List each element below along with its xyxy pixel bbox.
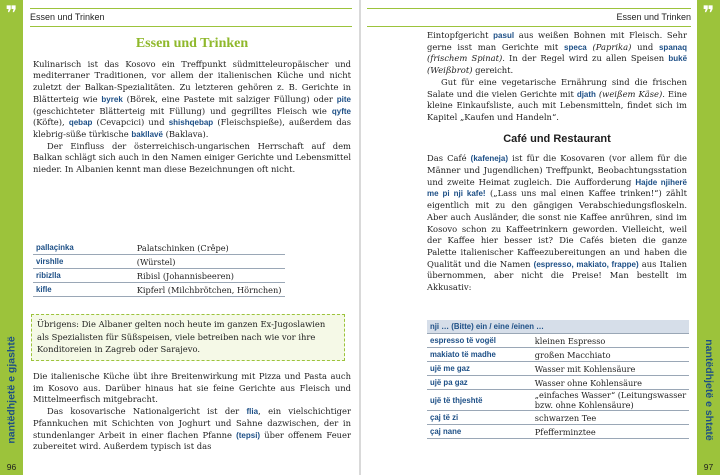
vocab-meaning: schwarzen Tee [532,411,689,425]
vocab-row [33,283,285,297]
left-bottom-column [33,371,351,453]
side-number-text: nantëdhjetë e shtatë [702,339,715,441]
quote-icon: ❞ [702,1,715,25]
keyword: spanaq [658,42,687,52]
page-number: 97 [703,462,714,472]
vocab-meaning: Palatschinken (Crêpe) [134,241,285,255]
keyword: speca [564,42,587,52]
vocab-meaning: großen Macchiato [532,348,689,362]
vocab-meaning: Wasser ohne Kohlensäure [532,376,689,390]
vocab-term: kifle [33,283,134,297]
section-title: Essen und Trinken [135,36,249,51]
keyword: pite [336,94,351,104]
vocab-body [33,241,285,297]
vocab-row [427,334,689,348]
translation: (Weißbrot) [427,65,473,76]
vocab-meaning: Kipferl (Milchbrötchen, Hörnchen) [134,283,285,297]
left-top-column [33,38,351,176]
right-page [361,0,720,475]
left-page [0,0,359,475]
keyword: (kafeneja) [470,154,509,164]
vocab-term: ujë të thjeshtë [427,390,532,411]
vocab-meaning: Pfefferminztee [532,425,689,439]
vocab-term: virshlle [33,255,134,269]
vocab-term: çaj nane [427,425,532,439]
vocab-row [427,348,689,362]
vocab-meaning: kleinen Espresso [532,334,689,348]
subsection-title: Café und Restaurant [503,132,611,145]
quote-icon: ❞ [5,1,18,25]
vocab-row [33,269,285,283]
vocab-term: ujë pa gaz [427,376,532,390]
right-top-column [427,30,687,294]
vocab-body [427,334,689,439]
keyword: bakllavë [131,129,163,139]
right-green-tab [697,0,720,475]
vocab-row [33,241,285,255]
keyword: djath [576,89,596,99]
tip-box [31,314,345,361]
translation: (frischem Spinat) [427,53,503,64]
vocab-meaning: Ribisl (Johannisbeeren) [134,269,285,283]
vocab-row [427,390,689,411]
running-header: Essen und Trinken [30,8,352,27]
keyword: (espresso, makiato, frappe) [533,259,639,269]
keyword: Hajde njiherë me pi nji kafe! [427,177,687,199]
translation: (weißem Käse) [598,88,663,99]
national-dish-paragraph: Das kosovarische Nationalgericht ist der flia, ein vielschichtiger Pfannkuchen mit Schichten von Joghurt und Sahne dazwischen, der in stundenlanger Arbeit in einer flachen Pfanne (tepsi) über offenem Feuer zubereitet wird. Außerdem typisch ist das [33,406,351,452]
vocab-row [33,255,285,269]
page-number: 96 [6,462,17,472]
vocab-term: çaj të zi [427,411,532,425]
keyword: flia [246,407,259,417]
vocab-table-cafe [427,320,689,439]
keyword: bukë [668,54,688,64]
keyword: byrek [101,94,123,104]
austro-hungarian-paragraph: Der Einfluss der österreichisch-ungarischen Herrschaft auf dem Balkan schlägt sich auch in den Namen einiger Gerichte und Lebensmittel nieder. In Albanien kennt man diese Bezeichnungen oft nicht. [33,140,351,175]
vocab-row [427,362,689,376]
keyword: pasul [493,31,515,40]
vocab-term: espresso të vogël [427,334,532,348]
vocab-meaning: „einfaches Wasser“ (Leitungswasser bzw. ohne Kohlensäure) [532,390,689,411]
vocab-row [427,376,689,390]
keyword: qebap [68,118,93,128]
keyword: (tepsi) [236,430,261,440]
vocab-header-row [427,320,689,334]
translation: (Paprika) [592,41,632,52]
intro-paragraph: Kulinarisch ist das Kosovo ein Treffpunkt südmitteleuropäischer und mediterraner Traditionen, vor allem der italienischen Küche und nicht zuletzt der Balkan-Spezialitäten. Zu letzteren gehören z. B. Gerichte in Blätterteig wie byrek (Börek, eine Pastete mit salziger Füllung) oder pite (geschichteter Blätterteig mit Füllung) und gegrilltes Fleisch wie qyfte (Köfte), qebap (Cevapcici) und shishqebap (Fleischspieße), außerdem das klebrig-süße türkische bakllavë (Baklava). [33,58,352,139]
stew-paragraph: Eintopfgericht pasul aus weißen Bohnen mit Fleisch. Sehr gerne isst man Gerichte mit speca (Paprika) und spanaq (frischem Spinat). In der Regel wird zu allen Speisen bukë (Weißbrot) gereicht. [427,30,688,76]
vocab-header: nji … (Bitte) ein / eine /einen … [427,320,689,334]
vocab-table-austrian [33,241,285,297]
vocab-term: makiato të madhe [427,348,532,362]
keyword: qyfte [331,106,351,116]
left-green-tab [0,0,23,475]
vocab-row [427,425,689,439]
vocab-term: ribizlla [33,269,134,283]
tip-text: Übrigens: Die Albaner gelten noch heute im ganzen Ex-Jugoslawien als Spezialisten für Süßspeisen, viele betreiben nach wie vor ihre Konditoreien in Zagreb oder Sarajevo. [37,319,326,355]
cafe-paragraph: Das Café (kafeneja) ist für die Kosovaren (vor allem für die Männer und Jugendlichen) Treffpunkt, Beobachtungsstation und zweite Heimat zugleich. Die Aufforderung Hajde njiherë me pi nji kafe! („Lass uns mal einen Kaffee trinken!“) zählt eigentlich mit zu den gängigen Verabschiedungsfloskeln. Aber auch Ausländer, die sonst nie Kaffee anrühren, sind im Kosovo schon zu Kaffeetrinkern geworden. Vielleicht, weil der Kaffee hier besser ist? Die Cafés bieten die ganze Palette italienischer Kaffeezubereitungen an und haben die Qualität und die Namen (espresso, makiato, frappe) aus Italien übernommen, aber nicht die Preise! Man bestellt im Akkusativ: [427,153,687,293]
running-header: Essen und Trinken [367,8,691,27]
vocab-row [427,411,689,425]
vegetarian-paragraph: Gut für eine vegetarische Ernährung sind die frischen Salate und die vielen Gerichte mit djath (weißem Käse). Eine kleine Einkaufsliste, auch mit Lebensmitteln, findet sich im Kapitel „Kaufen und Handeln“. [427,76,687,122]
vocab-meaning: (Würstel) [134,255,285,269]
vocab-term: ujë me gaz [427,362,532,376]
side-number-text: nantëdhjetë e gjashtë [5,336,18,444]
vocab-term: pallaçinka [33,241,134,255]
italian-cuisine-paragraph: Die italienische Küche übt ihre Breitenwirkung mit Pizza und Pasta auch im Kosovo aus. Darüber hinaus hat sie feine Gerichte aus Fleisch und Mittelmeerfisch mitgebracht. [33,371,351,405]
keyword: shishqebap [168,118,214,128]
vocab-meaning: Wasser mit Kohlensäure [532,362,689,376]
